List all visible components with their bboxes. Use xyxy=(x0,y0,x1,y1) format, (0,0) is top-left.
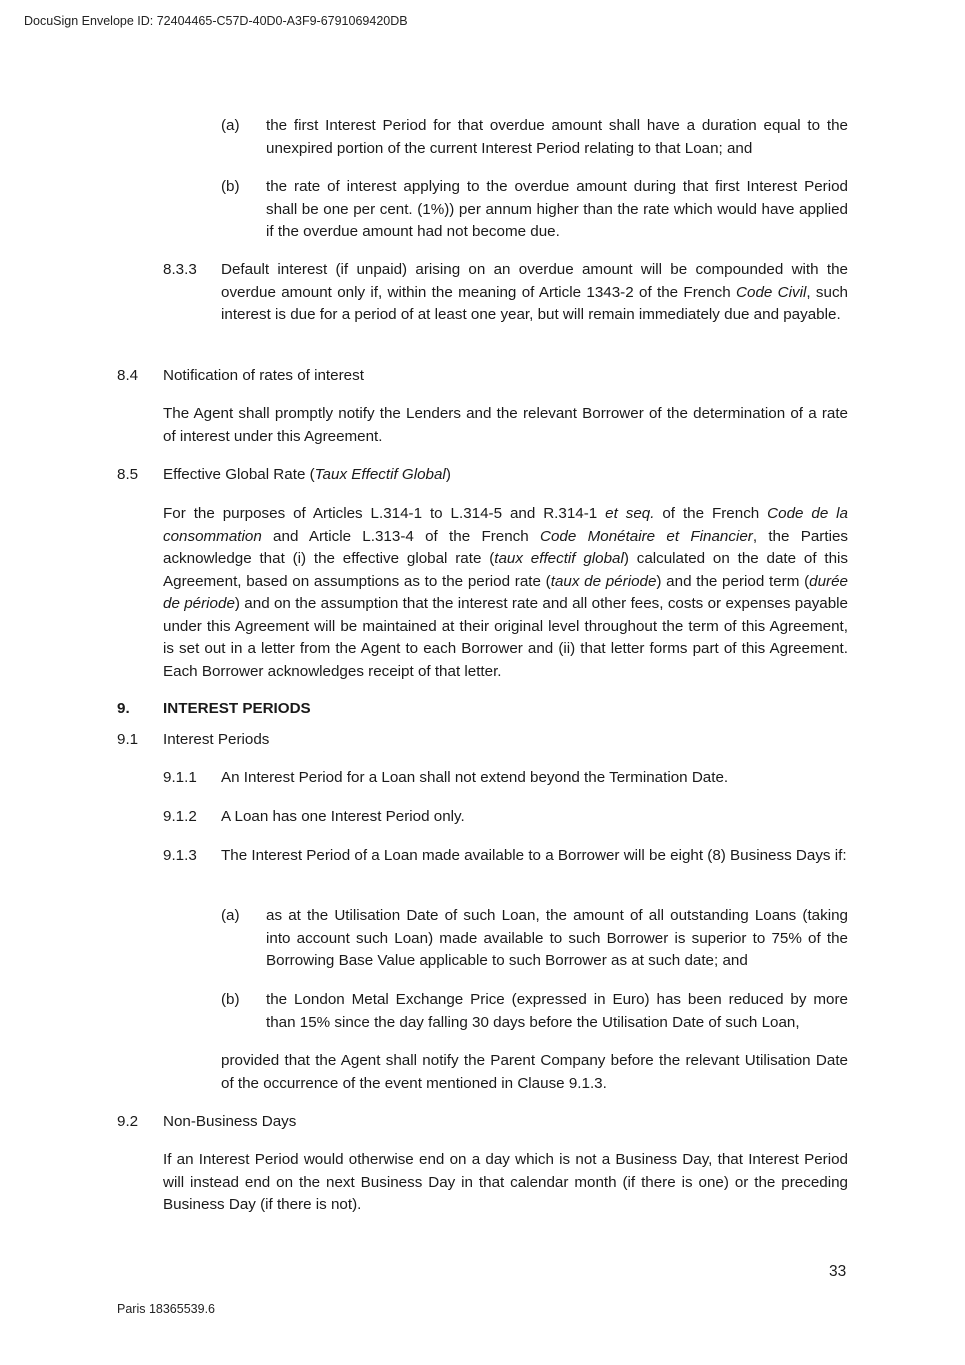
item-text-b: the rate of interest applying to the overdue amount during that first Interest Period shall be one per cent. (1%)) per annum higher than the rate which would have applied if the overdue amount had not become due. xyxy=(266,178,848,240)
clause-number-8-5: 8.5 xyxy=(117,466,139,483)
item-label-b-2: (b) xyxy=(221,991,240,1008)
clause-heading-8-4: Notification of rates of interest xyxy=(163,367,364,384)
page-number: 33 xyxy=(829,1263,847,1280)
document-reference: Paris 18365539.6 xyxy=(117,1302,215,1316)
item-label-b: (b) xyxy=(221,178,240,195)
section-heading-9: INTEREST PERIODS xyxy=(163,700,311,717)
clause-number-9-1-2: 9.1.2 xyxy=(163,808,197,825)
clause-number-9-1-1: 9.1.1 xyxy=(163,769,197,786)
proviso-paragraph: provided that the Agent shall notify the Parent Company before the relevant Utilisation Date of the occurrence of the event mentioned in Clause 9.1.3. xyxy=(221,1052,848,1092)
docusign-envelope-id: DocuSign Envelope ID: 72404465-C57D-40D0-A3F9-6791069420DB xyxy=(24,14,408,28)
item-text-b-2: the London Metal Exchange Price (expressed in Euro) has been reduced by more than 15% since the day falling 30 days before the Utilisation Date of such Loan, xyxy=(266,991,848,1031)
clause-text-9-1-2: A Loan has one Interest Period only. xyxy=(221,808,465,825)
clause-heading-8-5: Effective Global Rate (Taux Effectif Global) xyxy=(163,466,451,483)
clause-heading-9-1: Interest Periods xyxy=(163,731,270,748)
clause-body-8-5: For the purposes of Articles L.314-1 to L.314-5 and R.314-1 et seq. of the French Code de la consommation and Article L.313-4 of the French Code Monétaire et Financier, the Parties acknowledge that (i) the effective global rate (taux effectif global) calculated on the date of this Agreement, based on assumptions as to the period rate (taux de période) and the period term (durée de période) and on the assumption that the interest rate and all other fees, costs or expenses payable under this Agreement will be maintained at their original level throughout the term of this Agreement, is set out in a letter from the Agent to each Borrower and (ii) that letter forms part of this Agreement. Each Borrower acknowledges receipt of that letter. xyxy=(163,505,849,680)
clause-number-8-3-3: 8.3.3 xyxy=(163,261,197,278)
clause-number-9-1: 9.1 xyxy=(117,731,139,748)
item-label-a: (a) xyxy=(221,117,240,134)
clause-text-9-1-1: An Interest Period for a Loan shall not extend beyond the Termination Date. xyxy=(221,769,729,786)
clause-heading-9-2: Non-Business Days xyxy=(163,1113,297,1130)
clause-text-8-3-3: Default interest (if unpaid) arising on an overdue amount will be compounded with the overdue amount only if, within the meaning of Article 1343-2 of the French Code Civil, such interest is due for a period of at least one year, but will remain immediately due and payable. xyxy=(221,261,848,323)
item-label-a-2: (a) xyxy=(221,907,240,924)
clause-number-8-4: 8.4 xyxy=(117,367,139,384)
clause-number-9-1-3: 9.1.3 xyxy=(163,847,197,864)
clause-body-9-2: If an Interest Period would otherwise end on a day which is not a Business Day, that Interest Period will instead end on the next Business Day in that calendar month (if there is one) or the preceding Business Day (if there is not). xyxy=(163,1151,848,1213)
clause-body-8-4: The Agent shall promptly notify the Lenders and the relevant Borrower of the determination of a rate of interest under this Agreement. xyxy=(163,405,848,445)
item-text-a-2: as at the Utilisation Date of such Loan, the amount of all outstanding Loans (taking into account such Loan) made available to such Borrower is superior to 75% of the Borrowing Base Value applicable to such Borrower as at such date; and xyxy=(266,907,848,969)
clause-number-9-2: 9.2 xyxy=(117,1113,139,1130)
section-number-9: 9. xyxy=(117,700,130,717)
clause-text-9-1-3: The Interest Period of a Loan made available to a Borrower will be eight (8) Business Days if: xyxy=(221,847,847,864)
item-text-a: the first Interest Period for that overdue amount shall have a duration equal to the unexpired portion of the current Interest Period relating to that Loan; and xyxy=(266,117,848,157)
